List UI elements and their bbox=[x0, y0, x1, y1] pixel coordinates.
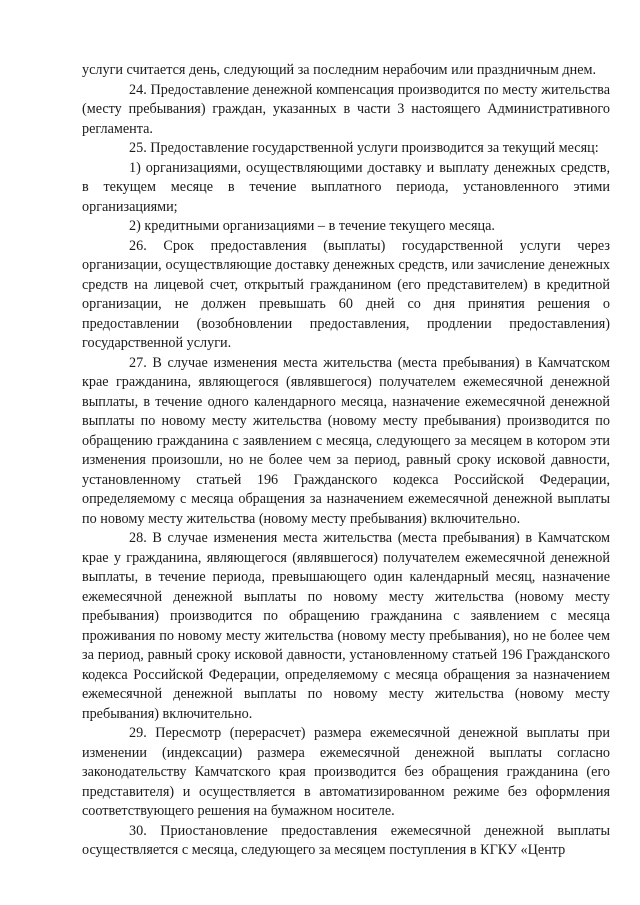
paragraph-29: 29. Пересмотр (перерасчет) размера ежемесячной денежной выплаты при изменении (индексации) размера ежемесячной денежной выплаты согласно законодательству Камчатского края производится без обращения гражданина (его представителя) и осуществляется в автоматизированном режиме без оформления соответствующего решения на бумажном носителе. bbox=[82, 725, 610, 819]
paragraph-25: 25. Предоставление государственной услуги производится за текущий месяц: bbox=[129, 140, 599, 156]
paragraph-30: 30. Приостановление предоставления ежемесячной денежной выплаты осуществляется с месяца, следующего за месяцем поступления в КГКУ «Центр bbox=[82, 822, 610, 858]
paragraph-25-item-2: 2) кредитными организациями – в течение текущего месяца. bbox=[129, 218, 495, 234]
paragraph-26: 26. Срок предоставления (выплаты) государственной услуги через организации, осуществляющие доставку денежных средств, или зачисление денежных средств на лицевой счет, открытый гражданином (его представителем) в кредитной организации, не должен превышать 60 дней со дня принятия решения о предоставлении (возобновлении предоставления, продлении предоставления) государственной услуги. bbox=[82, 237, 610, 351]
paragraph-25-item-1: 1) организациями, осуществляющими доставку и выплату денежных средств, в текущем месяце в течение выплатного периода, установленного этими организациями; bbox=[82, 159, 610, 215]
paragraph-24: 24. Предоставление денежной компенсация производится по месту жительства (месту пребывания) граждан, указанных в части 3 настоящего Административного регламента. bbox=[82, 81, 610, 137]
paragraph-28: 28. В случае изменения места жительства (места пребывания) в Камчатском крае у гражданина, являющегося (являвшегося) получателем ежемесячной денежной выплаты, в течение периода, превышающего один календарный месяц, назначение ежемесячной денежной выплаты по новому месту жительства (новому месту пребывания) производится по обращению гражданина с заявлением с месяца проживания по новому месту жительства (новому месту пребывания), но не более чем за период, равный сроку исковой давности, установленному статьей 196 Гражданского кодекса Российской Федерации, определяемому с месяца обращения за назначением ежемесячной денежной выплаты по новому месту жительства (новому месту пребывания) включительно. bbox=[82, 530, 610, 722]
paragraph-continuation: услуги считается день, следующий за последним нерабочим или праздничным днем. bbox=[82, 62, 597, 78]
document-page bbox=[82, 61, 610, 861]
paragraph-27: 27. В случае изменения места жительства (места пребывания) в Камчатском крае гражданина, являющегося (являвшегося) получателем ежемесячной денежной выплаты, в течение одного календарного месяца, назначение ежемесячной денежной выплаты по новому месту жительства (новому месту пребывания) производится по обращению гражданина с заявлением с месяца, следующего за месяцем в котором эти изменения произошли, но не более чем за период, равный сроку исковой давности, установленному статьей 196 Гражданского кодекса Российской Федерации, определяемому с месяца обращения за назначением ежемесячной денежной выплаты по новому месту жительства (новому месту пребывания) включительно. bbox=[82, 354, 610, 527]
